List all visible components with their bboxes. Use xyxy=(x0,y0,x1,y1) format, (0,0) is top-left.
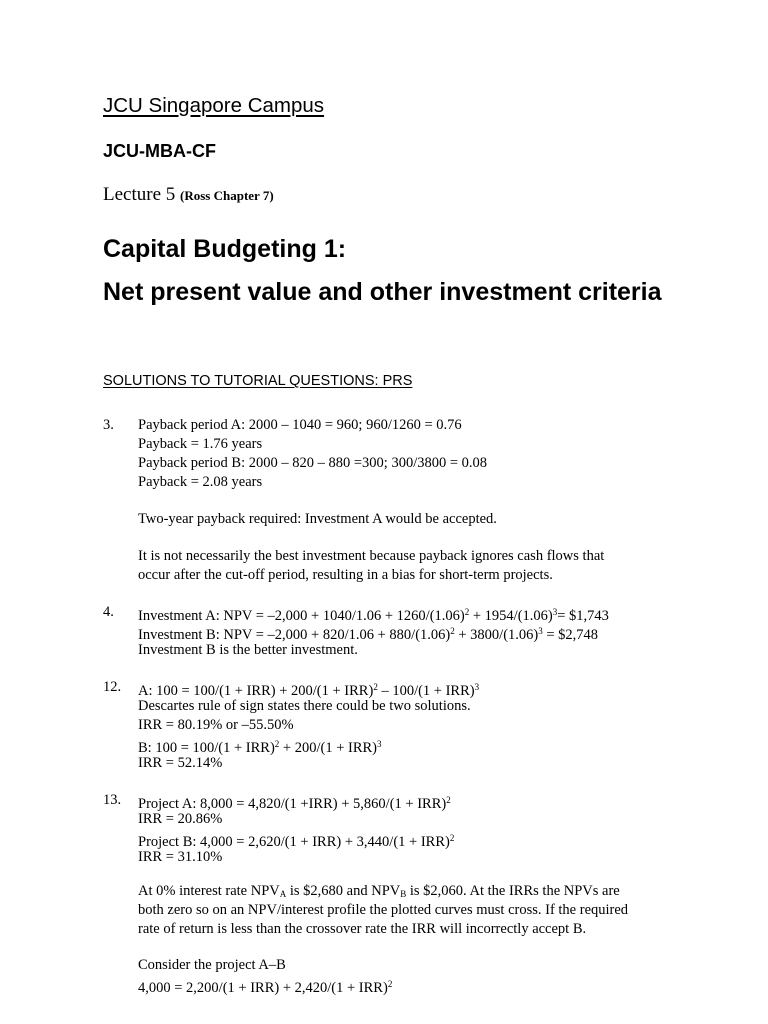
q12-a-text: – 100/(1 + IRR) xyxy=(377,683,475,699)
exponent: 3 xyxy=(552,607,558,617)
exponent: 2 xyxy=(450,626,455,636)
q4-b-text: = $2,748 xyxy=(542,627,599,643)
q12-line: IRR = 52.14% xyxy=(138,755,223,771)
q12-b-text: + 200/(1 + IRR) xyxy=(279,740,378,756)
q13-ab-text: 4,000 = 2,200/(1 + IRR) + 2,420/(1 + IRR) xyxy=(138,980,388,996)
solutions-heading: SOLUTIONS TO TUTORIAL QUESTIONS: PRS xyxy=(103,373,413,389)
page-subtitle: Net present value and other investment criteria xyxy=(103,278,662,306)
q4-a-text: + 1954/(1.06) xyxy=(469,608,553,624)
question-number: 4. xyxy=(103,604,114,620)
exponent: 2 xyxy=(387,979,393,989)
course-code: JCU-MBA-CF xyxy=(103,141,216,161)
exponent: 2 xyxy=(464,607,470,617)
q13-irr-a: IRR = 20.86% xyxy=(138,811,223,827)
exponent: 2 xyxy=(446,795,451,805)
exponent: 2 xyxy=(373,682,378,692)
q3-paragraph: It is not necessarily the best investment because payback ignores cash flows that xyxy=(138,548,605,564)
subscript: B xyxy=(400,889,407,899)
exponent: 2 xyxy=(274,739,280,749)
q13-p-text: At 0% interest rate NPV xyxy=(138,883,280,899)
q13-a-text: Project A: 8,000 = 4,820/(1 +IRR) + 5,860/(1 + IRR) xyxy=(138,796,447,812)
exponent: 3 xyxy=(474,682,480,692)
q13-paragraph: rate of return is less than the crossover rate the IRR will incorrectly accept B. xyxy=(138,921,587,937)
subscript: A xyxy=(279,889,287,899)
lecture-line xyxy=(103,184,274,206)
q3-line: Payback period B: 2000 – 820 – 880 =300; 300/3800 = 0.08 xyxy=(138,455,488,471)
campus-title: JCU Singapore Campus xyxy=(103,94,325,117)
q3-paragraph: occur after the cut-off period, resulting in a bias for short-term projects. xyxy=(138,567,553,583)
lecture-number: Lecture 5 xyxy=(103,184,176,205)
question-number: 13. xyxy=(103,792,122,808)
q13-b-text: Project B: 4,000 = 2,620/(1 + IRR) + 3,440/(1 + IRR) xyxy=(138,834,450,850)
q13-p-text: is $2,680 and NPV xyxy=(286,883,401,899)
q3-line: Payback = 1.76 years xyxy=(138,436,263,452)
q3-line: Payback = 2.08 years xyxy=(138,474,263,490)
q12-line: IRR = 80.19% or –55.50% xyxy=(138,717,294,733)
exponent: 3 xyxy=(377,739,382,749)
q4-a-text: Investment A: NPV = –2,000 + 1040/1.06 + 1260/(1.06) xyxy=(138,608,465,624)
q13-irr-b: IRR = 31.10% xyxy=(138,849,223,865)
page-title: Capital Budgeting 1: xyxy=(103,235,347,263)
q12-b-text: B: 100 = 100/(1 + IRR) xyxy=(138,740,275,756)
q13-p-text: is $2,060. At the IRRs the NPVs are xyxy=(406,883,620,899)
q4-b-text: + 3800/(1.06) xyxy=(454,627,539,643)
q12-line: Descartes rule of sign states there could be two solutions. xyxy=(138,698,471,714)
question-number: 12. xyxy=(103,679,122,695)
q13-paragraph: both zero so on an NPV/interest profile the plotted curves must cross. If the required xyxy=(138,902,629,918)
q13-consider: Consider the project A–B xyxy=(138,957,286,973)
q4-a-text: = $1,743 xyxy=(557,608,609,624)
exponent: 2 xyxy=(449,833,455,843)
question-number: 3. xyxy=(103,417,114,433)
q12-a-text: A: 100 = 100/(1 + IRR) + 200/(1 + IRR) xyxy=(138,683,374,699)
chapter-reference: (Ross Chapter 7) xyxy=(180,188,274,203)
q3-paragraph: Two-year payback required: Investment A would be accepted. xyxy=(138,511,497,527)
q4-conclusion: Investment B is the better investment. xyxy=(138,642,358,658)
q3-line: Payback period A: 2000 – 1040 = 960; 960/1260 = 0.76 xyxy=(138,417,462,433)
q4-b-text: Investment B: NPV = –2,000 + 820/1.06 + 880/(1.06) xyxy=(138,627,451,643)
exponent: 3 xyxy=(538,626,543,636)
q13-ab-equation xyxy=(138,975,392,998)
